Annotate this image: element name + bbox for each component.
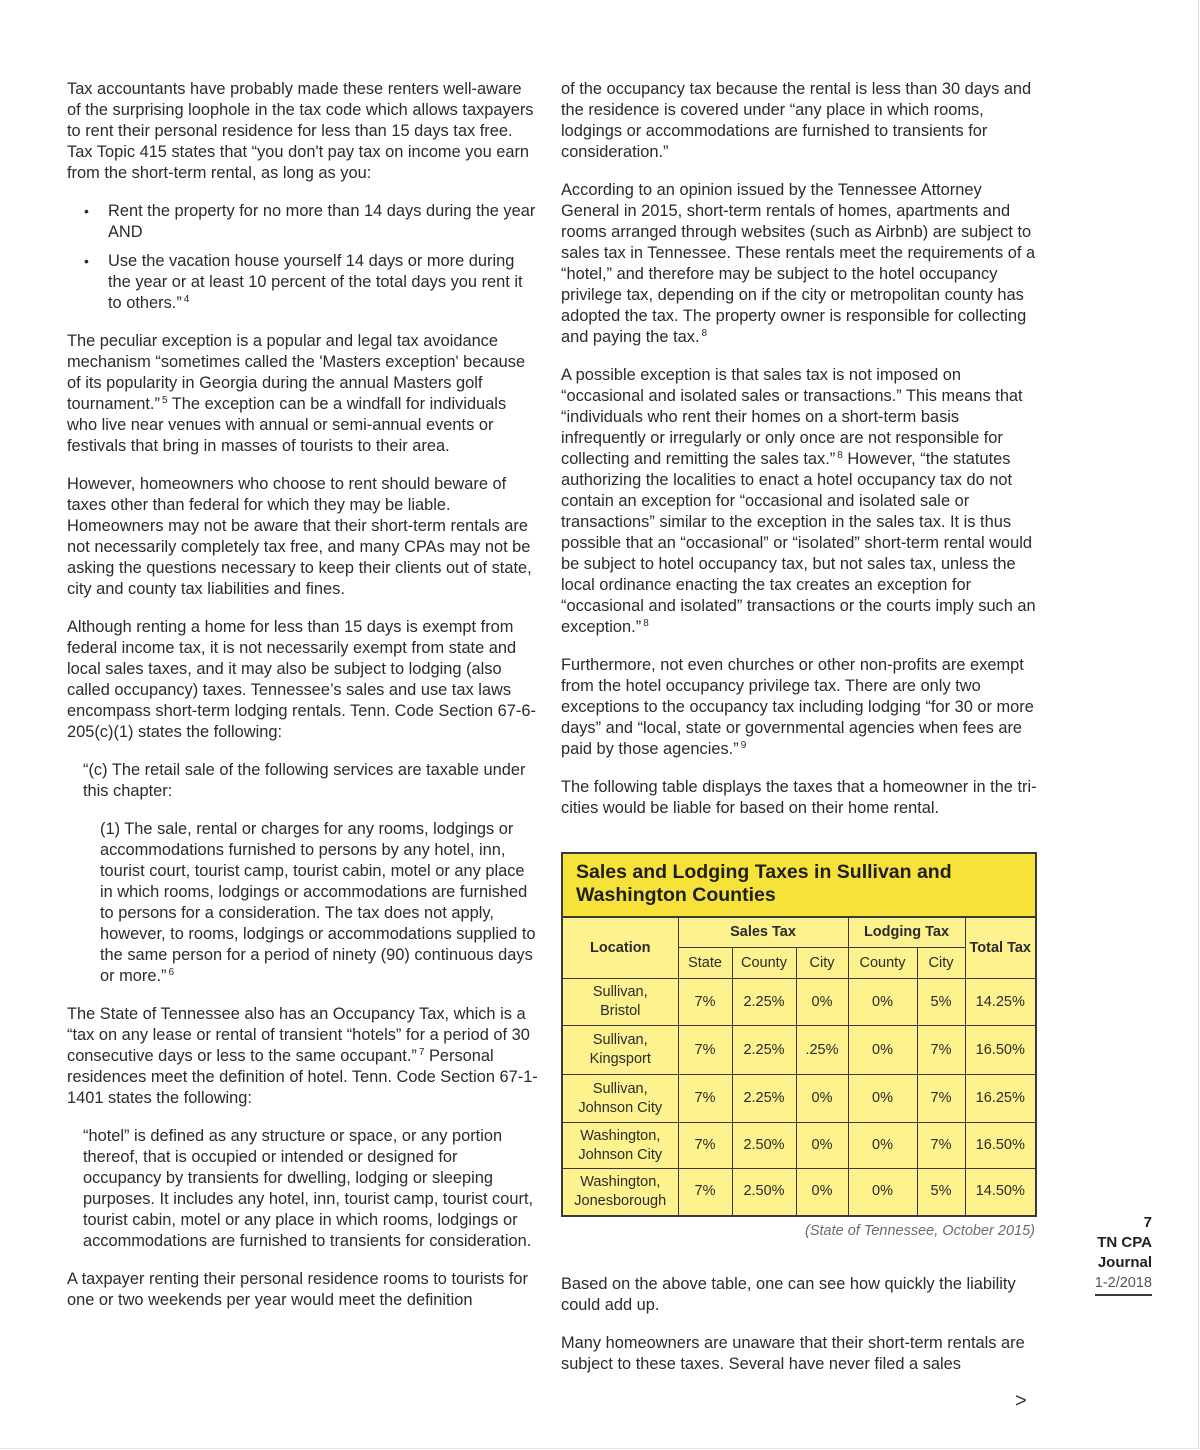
bullet-item: • Use the vacation house yourself 14 days or more during the year or at least 10 percent of the total days you rent it to others.” $^4$ <box>108 251 539 314</box>
table-cell: 0% <box>848 1123 917 1169</box>
table-cell: 7% <box>678 1169 732 1215</box>
table-row <box>563 1075 1035 1123</box>
table-row <box>563 1026 1035 1075</box>
table-cell: 14.25% <box>965 979 1035 1026</box>
location-cell: Sullivan, Kingsport <box>563 1026 678 1075</box>
paragraph: A possible exception is that sales tax is not imposed on “occasional and isolated sales or transactions.” This means that “individuals who rent their homes on a short-term basis infrequently or irregularly or only once are not responsible for collecting and remitting the sales tax.” $^8$ However, “the statutes authorizing the localities to enact a hotel occupancy tax do not contain an exception for “occasional and isolated sale or transactions” similar to the exception in the sales tax. It is thus possible that an “occasional” or “isolated” short-term rental would be subject to hotel occupancy tax, but not sales tax, unless the local ordinance enacting the tax creates an exception for “occasional and isolated” transactions or the courts imply such an exception.” $^8$ <box>561 366 1036 636</box>
total-tax-header: Total Tax <box>965 918 1035 979</box>
subheader-county: County <box>732 948 796 979</box>
footnote-ref: 5 <box>161 395 168 406</box>
paragraph: The following table displays the taxes that a homeowner in the tri-cities would be liable for based on their home rental. <box>561 778 1037 817</box>
table-cell: 2.25% <box>732 1075 796 1123</box>
table-caption: (State of Tennessee, October 2015) <box>805 1222 1035 1239</box>
subheader-county: County <box>848 948 917 979</box>
page-number: 7 <box>1143 1214 1152 1231</box>
subheader-state: State <box>678 948 732 979</box>
table-cell: 7% <box>678 1026 732 1075</box>
paragraph: According to an opinion issued by the Tennessee Attorney General in 2015, short-term rentals of homes, apartments and rooms arranged through websites (such as Airbnb) are subject to sales tax in Tennessee. These rentals meet the requirements of a “hotel,” and therefore may be subject to the hotel occupancy privilege tax, depending on if the city or metropolitan county has adopted the tax. The property owner is responsible for collecting and paying the tax. $^8$ <box>561 181 1036 346</box>
tax-table-title: Sales and Lodging Taxes in Sullivan and Washington Counties <box>563 854 1035 918</box>
footnote-ref: 8 <box>701 328 708 339</box>
tax-table <box>561 852 1037 1217</box>
footnote-ref: 9 <box>740 740 747 751</box>
sales-tax-header: Sales Tax <box>678 918 848 948</box>
publication-name-line2: Journal <box>1097 1254 1152 1271</box>
table-cell: 7% <box>917 1026 965 1075</box>
paragraph: Furthermore, not even churches or other non-profits are exempt from the hotel occupancy privilege tax. There are only two exceptions to the occupancy tax including lodging “for 30 or more days” and “local, state or governmental agencies when fees are paid by those agencies.” $^9$ <box>561 656 1034 758</box>
table-cell: 0% <box>848 979 917 1026</box>
footnote-ref: 8 <box>837 450 843 461</box>
paragraph: However, homeowners who choose to rent should beware of taxes other than federal for which they may be liable. Homeowners may not be aware that their short-term rentals are not necessarily completely tax free, and many CPAs may not be asking the questions necessary to keep their clients out of state, city and county tax liabilities and fines. <box>67 475 532 598</box>
page-footer <box>1078 1213 1152 1296</box>
paragraph: Many homeowners are unaware that their short-term rentals are subject to these taxes. Several have never filed a sales <box>561 1333 1025 1373</box>
table-cell: 7% <box>917 1075 965 1123</box>
table-row <box>563 1169 1035 1215</box>
footnote-ref: 8 <box>643 618 649 629</box>
table-cell: 0% <box>796 1123 848 1169</box>
paragraph: The State of Tennessee also has an Occupancy Tax, which is a “tax on any lease or rental of transient “hotels” for a period of 30 consecutive days or less to the same occupant.” $^7$ Personal residences meet the definition of hotel. Tenn. Code Section 67-1-1401 states the following: <box>67 1005 538 1107</box>
block-quote-inner: (1) The sale, rental or charges for any rooms, lodgings or accommodations furnished to persons by any hotel, inn, tourist court, tourist camp, tourist cabin, motel or any place in which rooms, lodgings or accommodations are furnished to persons for a consideration. The tax does not apply, however, to rooms, lodgings or accommodations supplied to the same person for a period of ninety (90) continuous days or more.” $^6$ <box>100 820 536 985</box>
lodging-tax-header: Lodging Tax <box>848 918 965 948</box>
block-quote: “hotel” is defined as any structure or space, or any portion thereof, that is occupied or intended or designed for occupancy by transients for dwelling, lodging or sleeping purposes. It includes any hotel, inn, tourist camp, tourist court, tourist cabin, motel or any place in which rooms, lodgings or accommodations are furnished to transients for consideration. <box>83 1127 534 1250</box>
table-cell: 7% <box>678 979 732 1026</box>
bullet-list <box>67 201 539 314</box>
footnote-ref: 7 <box>418 1047 425 1058</box>
subheader-city: City <box>917 948 965 979</box>
location-cell: Sullivan, Bristol <box>563 979 678 1026</box>
table-cell: 2.25% <box>732 1026 796 1075</box>
left-column <box>67 79 539 1328</box>
table-cell: 2.50% <box>732 1169 796 1215</box>
right-column <box>561 79 1039 1392</box>
table-cell: 7% <box>678 1123 732 1169</box>
paragraph: Although renting a home for less than 15 days is exempt from federal income tax, it is not necessarily exempt from state and local sales taxes, and it may also be subject to lodging (also called occupancy) taxes. Tennessee’s sales and use tax laws encompass short-term lodging rentals. Tenn. Code Section 67-6-205(c)(1) states the following: <box>67 618 536 741</box>
table-row <box>563 1123 1035 1169</box>
location-header: Location <box>563 918 678 979</box>
table-cell: 14.50% <box>965 1169 1035 1215</box>
table-cell: 16.50% <box>965 1123 1035 1169</box>
paragraph: The peculiar exception is a popular and legal tax avoidance mechanism “sometimes called the 'Masters exception' because of its popularity in Georgia during the annual Masters golf tournament.” $^5$ The exception can be a windfall for individuals who live near venues with annual or semi-annual events or festivals that bring in masses of tourists to their area. <box>67 332 526 455</box>
table-cell: 0% <box>796 979 848 1026</box>
table-cell: 0% <box>848 1026 917 1075</box>
paragraph: of the occupancy tax because the rental is less than 30 days and the residence is covered under “any place in which rooms, lodgings or accommodations are furnished to transients for consideration.” <box>561 80 1032 161</box>
table-cell: 7% <box>917 1123 965 1169</box>
subheader-city: City <box>796 948 848 979</box>
table-cell: 16.25% <box>965 1075 1035 1123</box>
location-cell: Washington, Johnson City <box>563 1123 678 1169</box>
paragraph: Based on the above table, one can see how quickly the liability could add up. <box>561 1274 1016 1314</box>
issue-date: 1-2/2018 <box>1095 1273 1152 1296</box>
table-cell: 5% <box>917 979 965 1026</box>
table-cell: 0% <box>848 1075 917 1123</box>
footnote-ref: 6 <box>168 967 175 978</box>
table-cell: 7% <box>678 1075 732 1123</box>
paragraph: Tax accountants have probably made these renters well-aware of the surprising loophole in the tax code which allows taxpayers to rent their personal residence for less than 15 days tax free. Tax Topic 415 states that “you don't pay tax on income you earn from the short-term rental, as long as you: <box>67 80 534 182</box>
location-cell: Sullivan, Johnson City <box>563 1075 678 1123</box>
publication-name: TN CPA <box>1097 1234 1152 1251</box>
tax-table-grid <box>563 918 1035 1215</box>
block-quote: “(c) The retail sale of the following services are taxable under this chapter: <box>83 761 526 800</box>
table-cell: .25% <box>796 1026 848 1075</box>
table-cell: 16.50% <box>965 1026 1035 1075</box>
location-cell: Washington, Jonesborough <box>563 1169 678 1215</box>
bullet-item: • Rent the property for no more than 14 days during the year AND <box>108 201 539 243</box>
table-cell: 0% <box>796 1075 848 1123</box>
paragraph: A taxpayer renting their personal residence rooms to tourists for one or two weekends per year would meet the definition <box>67 1270 528 1309</box>
table-cell: 5% <box>917 1169 965 1215</box>
table-cell: 2.25% <box>732 979 796 1026</box>
table-cell: 0% <box>848 1169 917 1215</box>
table-cell: 2.50% <box>732 1123 796 1169</box>
next-page-arrow-icon[interactable]: > <box>1015 1390 1027 1412</box>
footnote-ref: 4 <box>183 294 190 305</box>
table-cell: 0% <box>796 1169 848 1215</box>
table-row <box>563 979 1035 1026</box>
